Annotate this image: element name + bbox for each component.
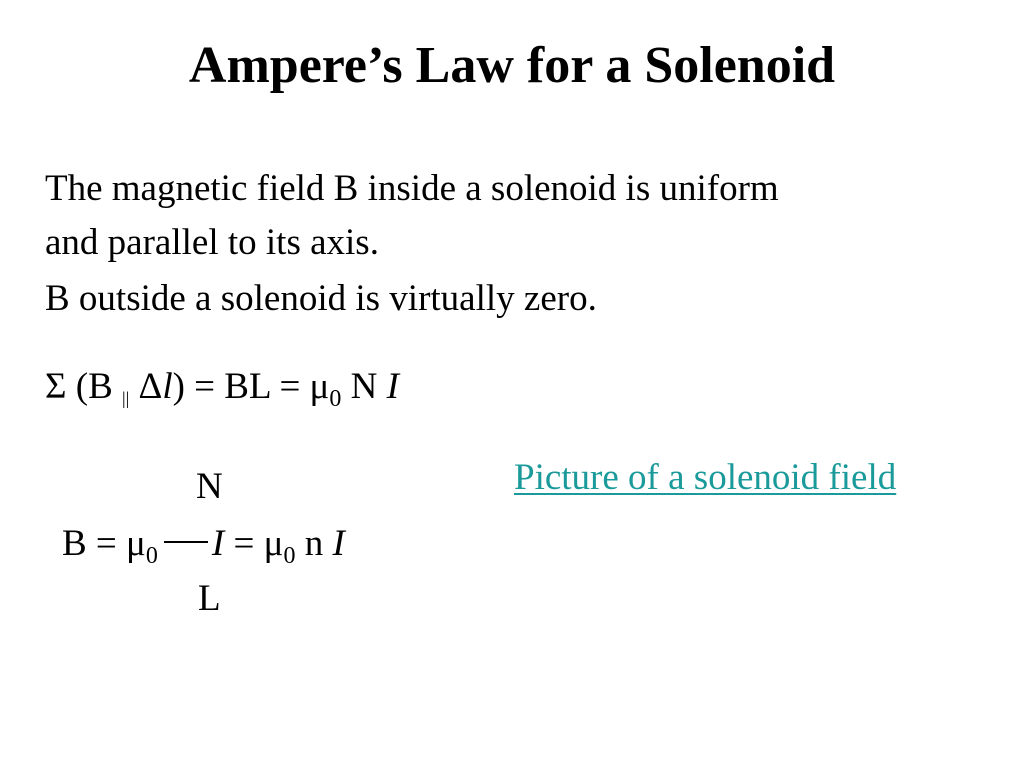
body-line-1: The magnetic field B inside a solenoid is uniform	[45, 168, 779, 209]
field-equation	[62, 522, 345, 578]
eq-delta: Δ	[129, 366, 163, 407]
eq-sigma-open: Σ (B	[45, 366, 123, 407]
field-eq-mu-subscript-2: 0	[283, 543, 296, 569]
ampere-equation	[45, 365, 399, 421]
eq-mu-subscript: 0	[329, 386, 342, 412]
field-eq-current-1: I	[211, 523, 225, 564]
field-eq-b-prefix: B = μ	[62, 523, 146, 564]
solenoid-picture-link[interactable]: Picture of a solenoid field	[514, 457, 897, 498]
field-eq-n-part: n	[295, 523, 333, 564]
field-eq-equals-mu: = μ	[224, 523, 284, 564]
eq-current: I	[386, 366, 399, 407]
field-eq-mu-subscript-1: 0	[145, 543, 158, 569]
eq-rest: ) = BL = μ	[172, 366, 330, 407]
body-line-3: B outside a solenoid is virtually zero.	[45, 278, 597, 319]
fraction-denominator: L	[198, 578, 221, 619]
eq-n-part: N	[341, 366, 387, 407]
fraction-bar	[164, 541, 208, 543]
slide-title: Ampere’s Law for a Solenoid	[188, 37, 836, 94]
fraction-numerator: N	[196, 466, 223, 507]
eq-parallel-subscript: ||	[122, 388, 130, 408]
field-eq-current-2: I	[332, 523, 345, 564]
body-line-2: and parallel to its axis.	[45, 222, 379, 263]
eq-length-symbol: l	[162, 366, 173, 407]
